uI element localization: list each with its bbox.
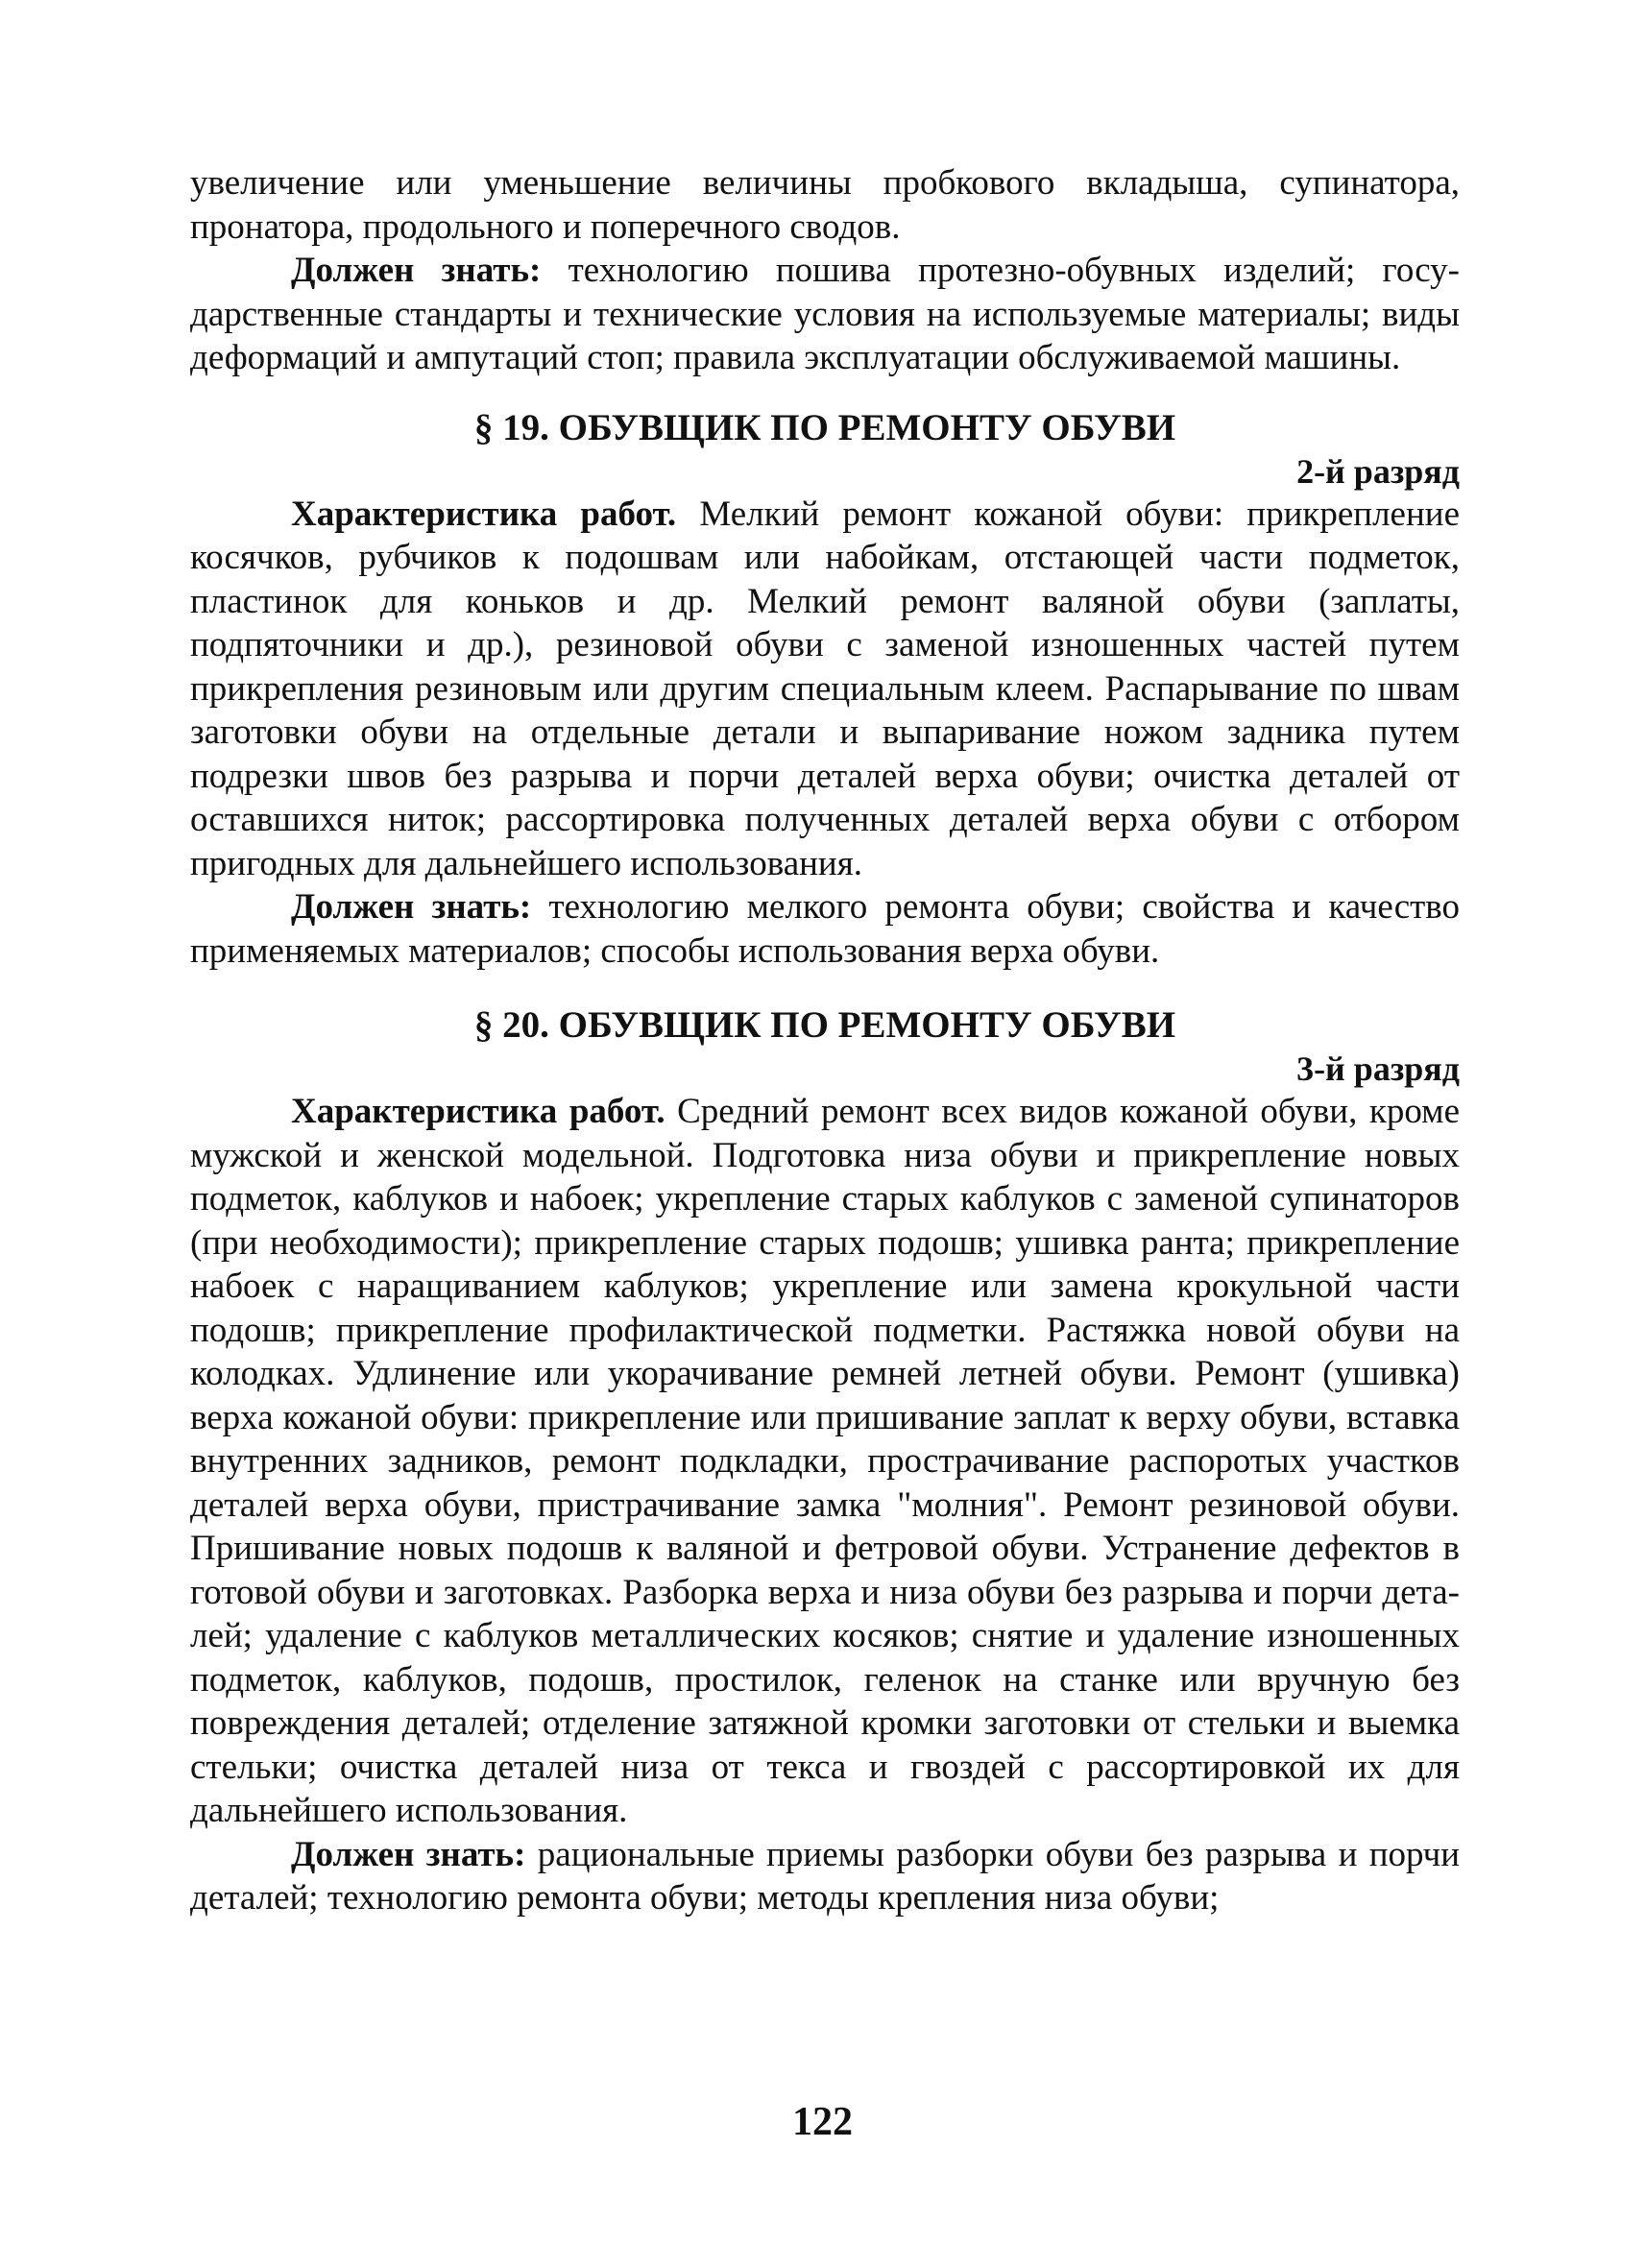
section-20-title: § 20. ОБУВЩИК ПО РЕМОНТУ ОБУВИ: [473, 1004, 1176, 1046]
section-20-know-label: Должен знать:: [291, 1834, 526, 1874]
section-19-work-paragraph: [190, 493, 1460, 886]
section-20-work-label: Характеристика работ.: [291, 1092, 665, 1131]
section-20-know-text: рациональные приемы разборки обуви без разрыва и порчи деталей; технологию ремонта обуви; методы крепления низа обуви;: [190, 1834, 1460, 1918]
section-19-grade: 2-й разряд: [1296, 451, 1460, 491]
section-19-work-text: Мелкий ремонт кожаной обуви: прикрепление косячков, рубчиков к подошвам или набойкам, отстающей части подметок, пластинок для коньков и др. Мелкий ремонт валяной обуви (заплаты, подпяточники и др.), резиновой обуви с заменой изношенных частей путем прикрепления резиновым или другим специальным клеем. Распарывание по швам заготовки обуви на отдельные детали и выпаривание ножом задника путем подрезки швов без разрыва и порчи деталей верха обуви; очистка деталей от оставшихся ниток; рассортировка полученных деталей верха обуви с отбором пригодных для дальнейшего использования.: [190, 494, 1460, 883]
section-19-know-label: Должен знать:: [291, 887, 532, 927]
continuation-paragraph: увеличение или уменьшение величины пробкового вкладыша, супинатора, пронатора, продольного и поперечного сводов.: [190, 163, 1460, 247]
must-know-label: Должен знать:: [291, 251, 542, 290]
section-19-work-label: Характеристика работ.: [291, 494, 677, 534]
section-19-know-text: технологию мелкого ремонта обуви; свойства и качество применяемых материалов; способы использования верха обуви.: [190, 887, 1460, 971]
section-20-work-text: Средний ремонт всех видов кожаной обуви, кроме мужской и женской модельной. Подготовка низа обуви и прикрепление новых подметок, каблуков и набоек; укрепление старых каблуков с заменой супинаторов (при необходимости); прикрепление старых подошв; ушивка ранта; прикрепление набоек с наращиванием каблуков; укрепление или замена крокульной части подошв; прикрепление профилактической подметки. Растяжка новой обуви на колодках. Удлинение или укорачивание ремней летней обуви. Ремонт (ушивка) верха кожаной обуви: прикрепление или пришивание заплат к верху обуви, вставка внутренних задников, ремонт подкладки, прострачивание распоротых участков деталей верха обуви, пристрачивание замка "молния". Ремонт резиновой обуви. Пришивание новых подошв к валяной и фетровой обуви. Устранение дефектов в готовой обуви и заготовках. Разборка верха и низа обуви без разрыва и порчи деталей; удаление с каблуков металлических косяков; снятие и удаление изношенных подметок, каблуков, подошв, простилок, геленок на станке или вручную без повреждения деталей; отделение затяжной кромки заготовки от стельки и выемка стельки; очистка деталей низа от текса и гвоздей с рассортировкой их для дальнейшего использования.: [190, 1092, 1460, 1830]
section-20-grade: 3-й разряд: [1296, 1050, 1460, 1088]
must-know-paragraph: [190, 249, 1460, 380]
section-20-know-paragraph: [190, 1833, 1460, 1920]
must-know-text: технологию пошива протезно-обувных изделий; государственные стандарты и технические условия на используемые материалы; виды деформаций и ампутаций стоп; правила эксплуатации обслуживаемой машины.: [190, 251, 1460, 377]
section-19-title: § 19. ОБУВЩИК ПО РЕМОНТУ ОБУВИ: [473, 406, 1176, 448]
page-body: [190, 161, 1460, 1920]
page-number: 122: [792, 2100, 853, 2144]
section-19-know-paragraph: [190, 885, 1460, 973]
section-20-work-paragraph: [190, 1090, 1460, 1833]
